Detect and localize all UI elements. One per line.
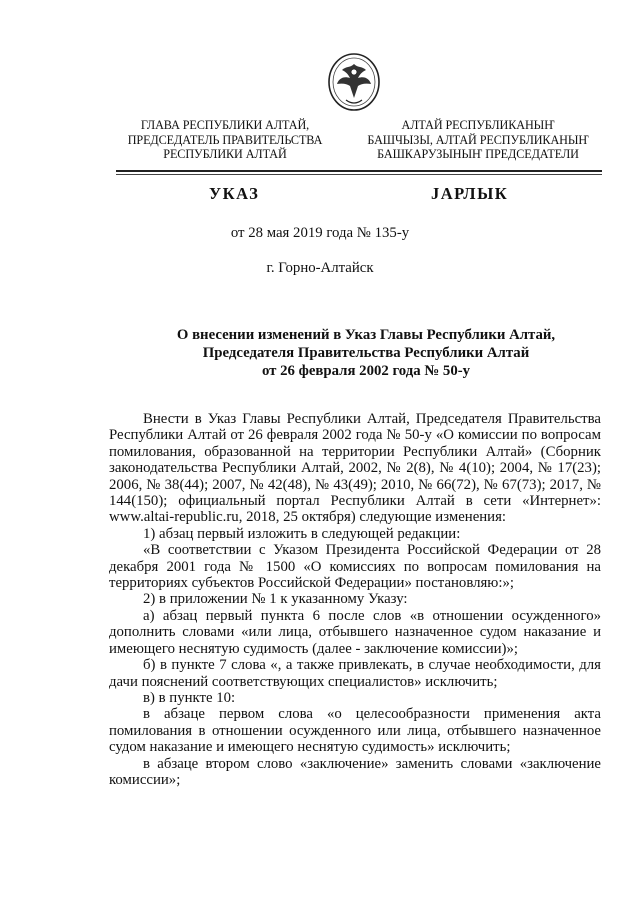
doc-type-altai: JАРЛЫК bbox=[431, 184, 509, 203]
issuer-line: БАШКАРУЗЫНЫҤ ПРЕДСЕДАТЕЛИ bbox=[377, 147, 579, 161]
body-paragraph: б) в пункте 7 слова «, а также привлекать, в случае необходимости, для дачи пояснений соответствующих специалистов» исключить; bbox=[109, 657, 601, 690]
body-paragraph: 2) в приложении № 1 к указанному Указу: bbox=[143, 591, 408, 608]
header-divider-thin bbox=[116, 174, 602, 175]
body-paragraph: Внести в Указ Главы Республики Алтай, Председателя Правительства Республики Алтай от 26 февраля 2002 года № 50-у «О комиссии по вопросам помилования, образованной на территории Республики Алтай» (Сборник законодательства Республики Алтай, 2002, № 2(8), № 4(10); 2004, № 17(23); 2006, № 38(44); 2007, № 42(48), № 43(49); 2010, № 66(72), № 67(73); 2017, № 144(150); официальный портал Республики Алтай в сети «Интернет»: www.altai-republic.ru, 2018, 25 октября) следующие изменения: bbox=[109, 411, 601, 526]
issuer-line: БАШЧЫЗЫ, АЛТАЙ РЕСПУБЛИКАНЫҤ bbox=[367, 132, 589, 147]
body-paragraph: в абзаце втором слово «заключение» заменить словами «заключение комиссии»; bbox=[109, 755, 601, 788]
document-body bbox=[109, 411, 601, 788]
document-date-number: от 28 мая 2019 года № 135-у bbox=[230, 225, 410, 241]
title-line: Председателя Правительства Республики Алтай bbox=[202, 345, 530, 361]
body-paragraph: в) в пункте 10: bbox=[143, 689, 236, 706]
header-divider bbox=[116, 170, 602, 172]
issuer-line: РЕСПУБЛИКИ АЛТАЙ bbox=[163, 147, 287, 161]
issuer-line: ГЛАВА РЕСПУБЛИКИ АЛТАЙ, bbox=[140, 118, 310, 132]
title-line: О внесении изменений в Указ Главы Республики Алтай, bbox=[176, 327, 556, 343]
issuer-line: АЛТАЙ РЕСПУБЛИКАНЫҤ bbox=[401, 118, 555, 132]
document-title bbox=[128, 326, 604, 380]
doc-type-russian: УКАЗ bbox=[209, 184, 260, 203]
title-line: от 26 февраля 2002 года № 50-у bbox=[261, 363, 471, 379]
issuer-title-russian bbox=[126, 118, 324, 162]
body-paragraph: а) абзац первый пункта 6 после слов «в отношении осужденного» дополнить словами «или лица, отбывшего назначенное судом наказание и имеющего неснятую судимость (далее - заключение комиссии)»; bbox=[109, 607, 601, 657]
document-city: г. Горно-Алтайск bbox=[266, 260, 374, 276]
issuer-line: ПРЕДСЕДАТЕЛЬ ПРАВИТЕЛЬСТВА bbox=[127, 132, 323, 147]
body-paragraph: в абзаце первом слова «о целесообразности применения акта помилования в отношении осужденного или лица, отбывшего назначенное судом наказание и имеющего неснятую судимость» исключить; bbox=[109, 706, 601, 756]
issuer-title-altai bbox=[356, 118, 600, 162]
body-paragraph: 1) абзац первый изложить в следующей редакции: bbox=[143, 525, 461, 542]
body-paragraph: «В соответствии с Указом Президента Российской Федерации от 28 декабря 2001 года № 1500 «О комиссиях по вопросам помилования на территориях субъектов Российской Федерации» постановляю:»; bbox=[109, 542, 601, 592]
state-emblem-icon bbox=[326, 52, 382, 112]
